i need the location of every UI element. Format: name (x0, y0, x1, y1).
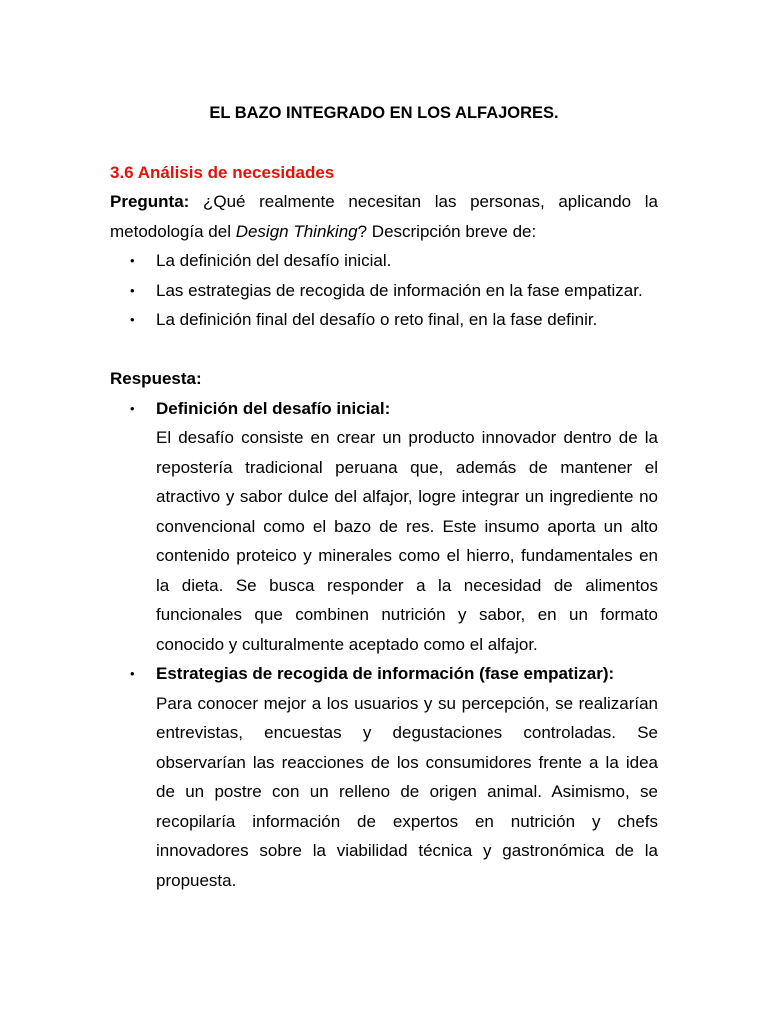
answer-item-heading: Definición del desafío inicial: (156, 398, 391, 418)
bullet-icon: • (130, 282, 135, 298)
question-italic-term: Design Thinking (235, 221, 358, 241)
answer-item-body: El desafío consiste en crear un producto innovador dentro de la repostería tradicional peruana que, además de mantener el atractivo y sabor dulce del alfajor, logre integrar un ingrediente no convencional como el bazo de res. Este insumo aporta un alto contenido proteico y minerales como el hierro, fundamentales en la dieta. Se busca responder a la necesidad de alimentos funcionales que combinen nutrición y sabor, en un formato conocido y culturalmente aceptado como el alfajor. (156, 428, 658, 654)
answer-list (110, 394, 658, 896)
list-item-text: La definición final del desafío o reto final, en la fase definir. (156, 310, 598, 329)
list-item (130, 246, 658, 276)
question-label: Pregunta: (110, 192, 190, 211)
list-item-text: La definición del desafío inicial. (156, 251, 392, 270)
answer-label: Respuesta: (110, 369, 202, 388)
answer-item (130, 659, 658, 895)
question-list (110, 246, 658, 335)
bullet-icon: • (130, 253, 135, 268)
question-text-before: ¿Qué realmente necesitan las personas, aplicando la metodología del (110, 192, 658, 241)
bullet-icon: • (130, 312, 135, 327)
spacer (110, 335, 658, 365)
section-heading: 3.6 Análisis de necesidades (110, 163, 335, 182)
list-item (130, 276, 658, 306)
bullet-icon: • (130, 666, 135, 681)
answer-item-heading: Estrategias de recogida de información (fase empatizar): (156, 664, 615, 683)
answer-item (130, 394, 658, 660)
list-item-text: Las estrategias de recogida de información en la fase empatizar. (156, 280, 643, 300)
document-page (110, 100, 658, 895)
bullet-icon: • (130, 400, 135, 416)
document-title: EL BAZO INTEGRADO EN LOS ALFAJORES. (209, 104, 559, 122)
question-paragraph (110, 187, 658, 246)
question-text-after: ? Descripción breve de: (357, 221, 537, 241)
answer-item-body: Para conocer mejor a los usuarios y su percepción, se realizarían entrevistas, encuestas y degustaciones controladas. Se observarían las reacciones de los consumidores frente a la idea de un postre con un relleno de origen animal. Asimismo, se recopilaría información de expertos en nutrición y chefs innovadores sobre la viabilidad técnica y gastronómica de la propuesta. (156, 693, 658, 890)
list-item (130, 305, 658, 335)
